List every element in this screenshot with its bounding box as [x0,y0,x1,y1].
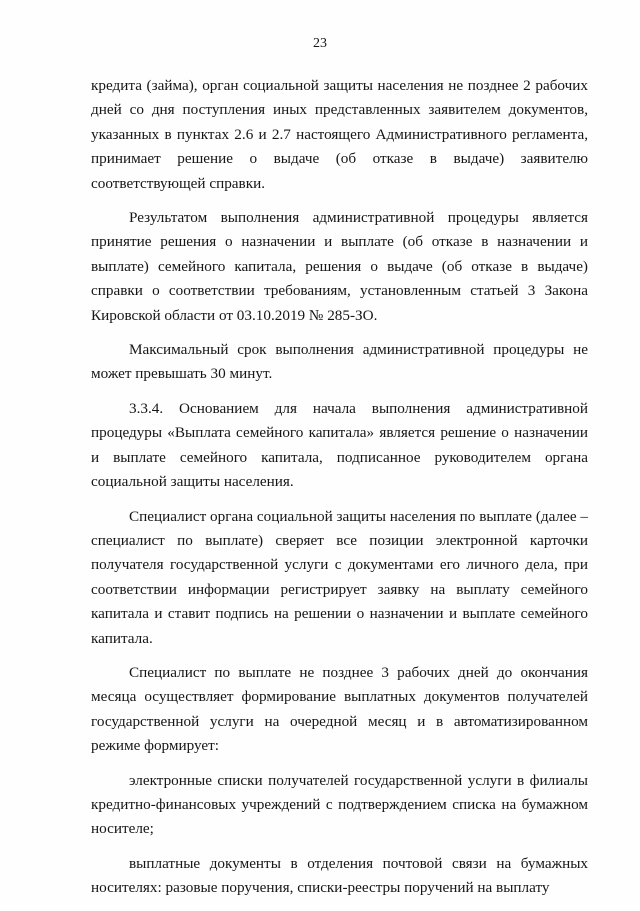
paragraph-2: Результатом выполнения административной процедуры является принятие решения о назначении и выплате (об отказе в назначении и выплате) семейного капитала, решения о выдаче (об отказе в выдаче) справки о соответствии требованиям, установленным статьей 3 Закона Кировской области от 03.10.2019 № 285-ЗО. [91,209,588,324]
paragraph-5: Специалист органа социальной защиты населения по выплате (далее – специалист по выплате) сверяет все позиции электронной карточки получателя государственной услуги с документами его личного дела, при соответствии информации регистрирует заявку на выплату семейного капитала и ставит подпись на решении о назначении и выплате семейного капитала. [91,507,588,647]
paragraph-3: Максимальный срок выполнения административной процедуры не может превышать 30 минут. [91,341,588,383]
paragraph-4: 3.3.4. Основанием для начала выполнения административной процедуры «Выплата семейного капитала» является решение о назначении и выплате семейного капитала, подписанное руководителем органа социальной защиты населения. [91,399,588,491]
document-body [91,74,588,911]
paragraph-8: выплатные документы в отделения почтовой связи на бумажных носителях: разовые поручения, списки-реестры поручений на выплату [91,854,588,897]
paragraph-1: кредита (займа), орган социальной защиты населения не позднее 2 рабочих дней со дня поступления иных представленных заявителем документов, указанных в пунктах 2.6 и 2.7 настоящего Административного регламента, принимает решение о выдаче (об отказе в выдаче) заявителю соответствующей справки. [91,77,588,192]
paragraph-6: Специалист по выплате не позднее 3 рабочих дней до окончания месяца осуществляет формирование выплатных документов получателей государственной услуги на очередной месяц и в автоматизированном режиме формирует: [91,663,588,755]
paragraph-7: электронные списки получателей государственной услуги в филиалы кредитно-финансовых учреждений с подтверждением списка на бумажном носителе; [91,771,588,838]
page-number: 23 [313,36,327,51]
